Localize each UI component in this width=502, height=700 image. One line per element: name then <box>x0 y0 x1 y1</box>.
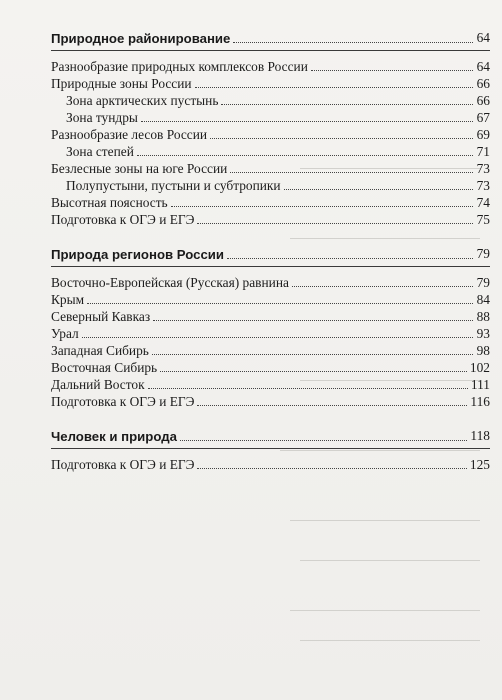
entry-page-number: 67 <box>476 110 490 125</box>
toc-entry[interactable] <box>51 159 490 176</box>
dot-leader <box>180 440 467 441</box>
entry-label: Урал <box>51 326 79 341</box>
toc-subentry[interactable] <box>51 108 490 125</box>
section-heading[interactable] <box>51 426 490 444</box>
dot-leader <box>152 354 473 355</box>
entry-label: Восточная Сибирь <box>51 360 158 375</box>
section-title: Человек и природа <box>51 429 177 444</box>
entry-page-number: 75 <box>476 212 490 227</box>
entry-label: Крым <box>51 292 85 307</box>
entry-label: Подготовка к ОГЭ и ЕГЭ <box>51 394 195 409</box>
section-spacer <box>51 227 490 244</box>
toc-entry[interactable] <box>51 358 490 375</box>
bleed-through-line <box>290 520 480 521</box>
dot-leader <box>141 121 473 122</box>
toc-section <box>51 426 490 472</box>
toc-entry[interactable] <box>51 273 490 290</box>
entry-label: Зона степей <box>66 144 134 159</box>
toc-section <box>51 244 490 409</box>
entry-page-number: 125 <box>469 457 490 472</box>
entry-label: Природные зоны России <box>51 76 192 91</box>
entry-label: Разнообразие природных комплексов России <box>51 59 308 74</box>
entry-label: Подготовка к ОГЭ и ЕГЭ <box>51 212 195 227</box>
entry-page-number: 84 <box>476 292 490 307</box>
dot-leader <box>233 42 473 43</box>
entry-label: Северный Кавказ <box>51 309 151 324</box>
section-page-number: 79 <box>476 246 490 261</box>
entry-page-number: 73 <box>476 178 490 193</box>
bleed-through-line <box>300 560 480 561</box>
toc-section <box>51 28 490 227</box>
toc-entry[interactable] <box>51 324 490 341</box>
entry-page-number: 102 <box>469 360 490 375</box>
bleed-through-line <box>300 640 480 641</box>
entry-label: Западная Сибирь <box>51 343 149 358</box>
entry-page-number: 64 <box>476 59 490 74</box>
toc-entry[interactable] <box>51 290 490 307</box>
toc-entry[interactable] <box>51 74 490 91</box>
entry-label: Дальний Восток <box>51 377 145 392</box>
toc-subentry[interactable] <box>51 142 490 159</box>
entry-label: Безлесные зоны на юге России <box>51 161 228 176</box>
dot-leader <box>210 138 473 139</box>
entry-page-number: 88 <box>476 309 490 324</box>
entry-label: Полупустыни, пустыни и субтропики <box>66 178 281 193</box>
section-heading[interactable] <box>51 28 490 46</box>
entry-page-number: 71 <box>476 144 490 159</box>
dot-leader <box>195 87 473 88</box>
dot-leader <box>148 388 468 389</box>
section-title: Природное районирование <box>51 31 231 46</box>
bleed-through-line <box>290 610 480 611</box>
dot-leader <box>160 371 467 372</box>
dot-leader <box>171 206 473 207</box>
section-page-number: 118 <box>470 428 490 443</box>
dot-leader <box>82 337 473 338</box>
toc-subentry[interactable] <box>51 176 490 193</box>
toc-entry[interactable] <box>51 57 490 74</box>
entry-label: Подготовка к ОГЭ и ЕГЭ <box>51 457 195 472</box>
entry-page-number: 93 <box>476 326 490 341</box>
entry-label: Зона тундры <box>66 110 138 125</box>
toc-entry[interactable] <box>51 193 490 210</box>
toc-entry[interactable] <box>51 392 490 409</box>
dot-leader <box>292 286 473 287</box>
dot-leader <box>311 70 473 71</box>
toc-entry[interactable] <box>51 210 490 227</box>
entry-label: Высотная поясность <box>51 195 168 210</box>
entry-page-number: 98 <box>476 343 490 358</box>
entry-label: Зона арктических пустынь <box>66 93 219 108</box>
dot-leader <box>227 258 473 259</box>
section-heading[interactable] <box>51 244 490 262</box>
section-page-number: 64 <box>476 30 490 45</box>
toc-entry[interactable] <box>51 341 490 358</box>
entry-label: Восточно-Европейская (Русская) равнина <box>51 275 289 290</box>
entry-page-number: 111 <box>470 377 490 392</box>
dot-leader <box>197 223 473 224</box>
section-rule <box>51 50 490 51</box>
toc-subentry[interactable] <box>51 91 490 108</box>
section-title: Природа регионов России <box>51 247 225 262</box>
entry-page-number: 74 <box>476 195 490 210</box>
dot-leader <box>221 104 473 105</box>
section-rule <box>51 266 490 267</box>
entry-page-number: 73 <box>476 161 490 176</box>
dot-leader <box>230 172 473 173</box>
table-of-contents <box>51 28 490 472</box>
entry-page-number: 69 <box>476 127 490 142</box>
dot-leader <box>137 155 473 156</box>
entry-page-number: 79 <box>476 275 490 290</box>
toc-entry[interactable] <box>51 455 490 472</box>
section-spacer <box>51 409 490 426</box>
dot-leader <box>87 303 473 304</box>
dot-leader <box>153 320 473 321</box>
toc-entry[interactable] <box>51 125 490 142</box>
dot-leader <box>197 405 467 406</box>
section-rule <box>51 448 490 449</box>
entry-page-number: 116 <box>470 394 490 409</box>
entry-page-number: 66 <box>476 76 490 91</box>
dot-leader <box>197 468 466 469</box>
toc-entry[interactable] <box>51 375 490 392</box>
entry-page-number: 66 <box>476 93 490 108</box>
entry-label: Разнообразие лесов России <box>51 127 208 142</box>
dot-leader <box>284 189 473 190</box>
toc-entry[interactable] <box>51 307 490 324</box>
